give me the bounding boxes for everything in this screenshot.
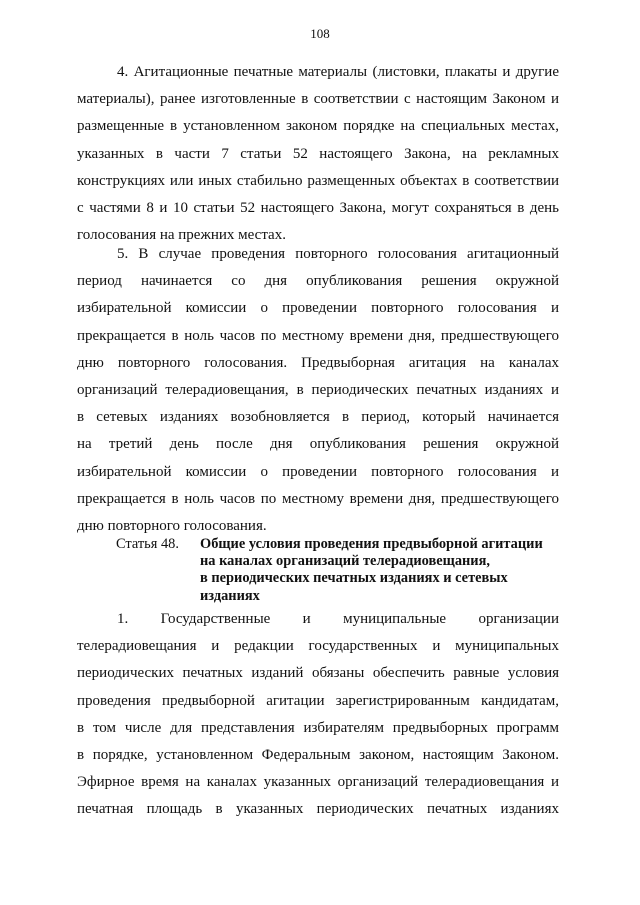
page-number: 108 (310, 26, 330, 41)
article-label: Статья 48. (116, 536, 179, 552)
paragraph-4 (77, 59, 559, 249)
paragraph-line: 1. Государственные и муниципальные организации (117, 611, 559, 627)
paragraph-line: указанных в части 7 статьи 52 настоящего Закона, на рекламных (77, 145, 559, 162)
paragraph-line: прекращается в ноль часов по местному времени дня, предшествующего (77, 327, 559, 344)
article-title-line: Общие условия проведения предвыборной агитации (200, 536, 543, 552)
paragraph-line: период начинается со дня опубликования решения окружной (77, 273, 559, 290)
paragraph-line: дню повторного голосования. (77, 518, 267, 535)
paragraph-line: телерадиовещания и редакции государственных и муниципальных (77, 638, 559, 655)
paragraph-line: 5. В случае проведения повторного голосования агитационный (117, 246, 559, 262)
paragraph-line: материалы), ранее изготовленные в соответствии с настоящим Законом и (77, 91, 559, 108)
paragraph-line: проведения предвыборной агитации зарегистрированным кандидатам, (77, 692, 559, 709)
paragraph-line: в том числе для представления избирателям предвыборных программ (77, 719, 559, 736)
article-title-line: на каналах организаций телерадиовещания, (200, 553, 490, 570)
paragraph-line: в сетевых изданиях возобновляется в период, который начинается (77, 409, 559, 426)
paragraph-line: избирательной комиссии о проведении повторного голосования и (77, 300, 559, 317)
paragraph-line: избирательной комиссии о проведении повторного голосования и (77, 463, 559, 480)
article-title (200, 536, 570, 605)
article-title-line: изданиях (200, 587, 260, 604)
paragraph-line: прекращается в ноль часов по местному времени дня, предшествующего (77, 490, 559, 507)
paragraph-line: организаций телерадиовещания, в периодических печатных изданиях и (77, 382, 559, 399)
paragraph-line: 4. Агитационные печатные материалы (листовки, плакаты и другие (117, 64, 559, 80)
paragraph-line: голосования на прежних местах. (77, 227, 286, 244)
paragraph-line: размещенные в установленном законом порядке на специальных местах, (77, 118, 559, 135)
paragraph-line: с частями 8 и 10 статьи 52 настоящего Закона, могут сохраняться в день (77, 200, 559, 217)
paragraph-1 (77, 606, 559, 824)
paragraph-line: конструкциях или иных стабильно размещенных объектах в соответствии (77, 172, 559, 189)
article-title-line: в периодических печатных изданиях и сетевых (200, 570, 508, 587)
paragraph-line: на третий день после дня опубликования решения окружной (77, 436, 559, 453)
paragraph-line: периодических печатных изданий обязаны обеспечить равные условия (77, 665, 559, 682)
paragraph-line: Эфирное время на каналах указанных организаций телерадиовещания и (77, 774, 559, 791)
paragraph-5 (77, 241, 559, 540)
paragraph-line: в порядке, установленном Федеральным законом, настоящим Законом. (77, 747, 559, 764)
paragraph-line: дню повторного голосования. Предвыборная агитация на каналах (77, 354, 559, 371)
paragraph-line: печатная площадь в указанных периодических печатных изданиях (77, 801, 559, 818)
